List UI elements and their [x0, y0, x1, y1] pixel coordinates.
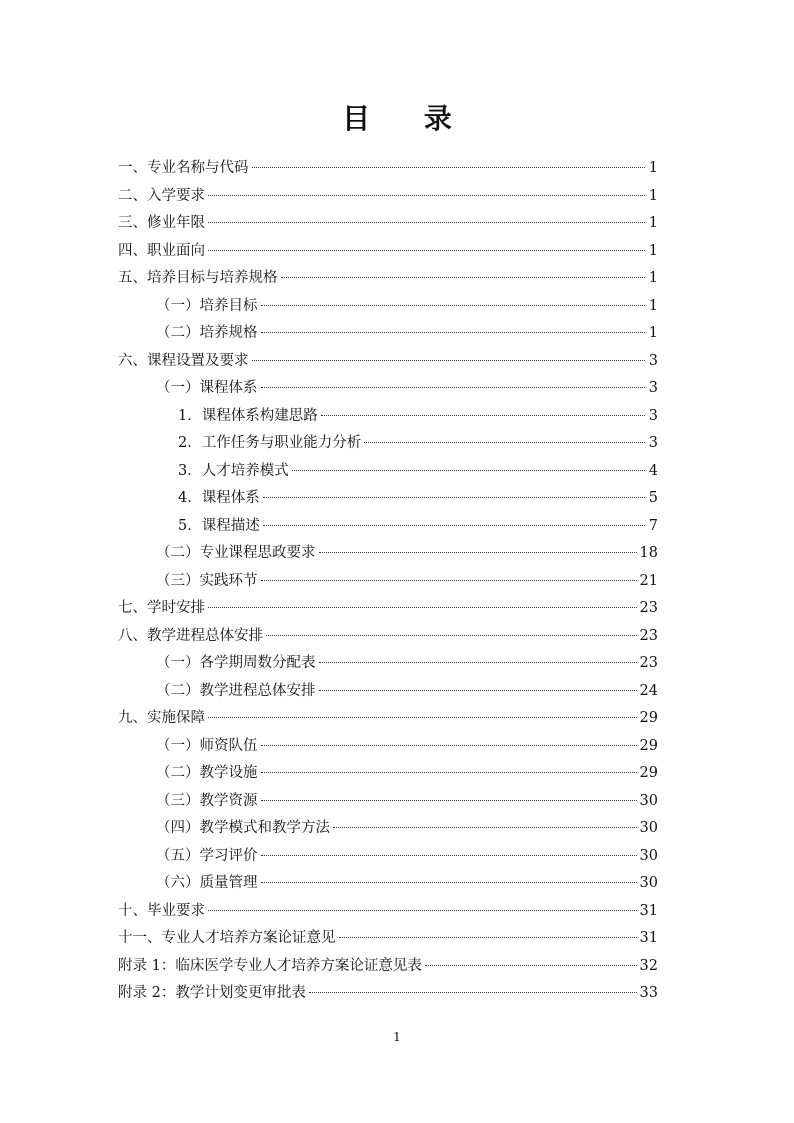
toc-entry[interactable]: [118, 623, 658, 651]
toc-entry[interactable]: [118, 265, 658, 293]
toc-entry[interactable]: [118, 898, 658, 926]
toc-entry-page-number: 1: [648, 297, 658, 314]
toc-entry-label: （四）教学模式和教学方法: [156, 820, 330, 836]
dot-leader: [281, 277, 646, 278]
toc-entry-page-number: 1: [648, 270, 658, 286]
dot-leader: [261, 772, 637, 773]
dot-leader: [319, 690, 637, 691]
toc-entry-page-number: 29: [639, 737, 658, 754]
toc-entry[interactable]: [118, 705, 658, 733]
dot-leader: [266, 635, 637, 636]
toc-entry[interactable]: [118, 540, 658, 568]
toc-entry-page-number: 30: [639, 792, 658, 809]
toc-entry-label: （二）教学进程总体安排: [156, 682, 316, 699]
toc-entry-page-number: 23: [639, 627, 658, 644]
dot-leader: [321, 415, 645, 416]
toc-entry-page-number: 30: [639, 875, 658, 891]
toc-entry-label: （六）质量管理: [156, 875, 258, 891]
toc-entry[interactable]: [118, 678, 658, 706]
toc-entry-label: 5．课程描述: [178, 517, 260, 534]
toc-entry[interactable]: [118, 953, 658, 981]
toc-entry[interactable]: [118, 403, 658, 431]
toc-entry-page-number: 33: [639, 985, 658, 1001]
toc-entry[interactable]: [118, 293, 658, 321]
dot-leader: [309, 992, 637, 993]
dot-leader: [208, 607, 637, 608]
dot-leader: [364, 442, 645, 443]
page-title: 目 录: [342, 102, 474, 135]
toc-entry[interactable]: [118, 485, 658, 513]
dot-leader: [261, 387, 646, 388]
toc-entry-label: 五、培养目标与培养规格: [118, 270, 278, 286]
toc-entry-label: （二）教学设施: [156, 765, 258, 781]
dot-leader: [261, 580, 637, 581]
dot-leader: [261, 305, 646, 306]
toc-entry[interactable]: [118, 430, 658, 458]
dot-leader: [319, 552, 637, 553]
dot-leader: [208, 222, 645, 223]
page-footer-number: 1: [393, 1030, 401, 1044]
toc-entry[interactable]: [118, 733, 658, 761]
toc-entry-label: （三）教学资源: [156, 792, 258, 809]
toc-entry-label: 附录 1：临床医学专业人才培养方案论证意见表: [118, 957, 422, 974]
toc-entry-page-number: 3: [648, 380, 658, 396]
dot-leader: [263, 497, 645, 498]
toc-entry-label: 一、专业名称与代码: [118, 160, 249, 176]
toc-entry-label: 九、实施保障: [118, 710, 205, 726]
toc-entry[interactable]: [118, 925, 658, 953]
toc-entry[interactable]: [118, 568, 658, 596]
toc-entry[interactable]: [118, 788, 658, 816]
dot-leader: [319, 662, 637, 663]
toc-entry-label: （二）培养规格: [156, 325, 258, 341]
toc-entry[interactable]: [118, 650, 658, 678]
toc-entry-label: 十、毕业要求: [118, 902, 205, 919]
toc-entry-label: 四、职业面向: [118, 242, 205, 259]
toc-entry-label: 附录 2：教学计划变更审批表: [118, 985, 306, 1001]
table-of-contents: [118, 155, 658, 1008]
toc-entry-page-number: 4: [648, 462, 658, 479]
toc-entry-label: （一）课程体系: [156, 380, 258, 396]
dot-leader: [208, 195, 645, 196]
toc-entry-label: 3．人才培养模式: [178, 462, 289, 479]
toc-entry-page-number: 21: [639, 572, 658, 589]
toc-entry-page-number: 3: [648, 407, 658, 424]
dot-leader: [261, 882, 637, 883]
toc-entry-label: （三）实践环节: [156, 572, 258, 589]
toc-entry-label: 七、学时安排: [118, 600, 205, 616]
toc-entry-page-number: 30: [639, 847, 658, 864]
toc-entry-page-number: 23: [639, 655, 658, 671]
toc-entry-label: 1．课程体系构建思路: [178, 407, 318, 424]
toc-entry-page-number: 1: [648, 215, 658, 231]
toc-entry[interactable]: [118, 155, 658, 183]
toc-entry[interactable]: [118, 348, 658, 376]
toc-entry[interactable]: [118, 183, 658, 211]
dot-leader: [261, 800, 637, 801]
toc-entry-page-number: 3: [648, 352, 658, 369]
toc-entry-page-number: 30: [639, 820, 658, 836]
toc-entry-label: 十一、专业人才培养方案论证意见: [118, 930, 336, 946]
dot-leader: [208, 250, 645, 251]
toc-entry-label: （二）专业课程思政要求: [156, 545, 316, 561]
toc-entry[interactable]: [118, 595, 658, 623]
toc-entry[interactable]: [118, 843, 658, 871]
toc-entry-page-number: 31: [639, 930, 658, 946]
toc-entry-page-number: 1: [648, 187, 658, 204]
toc-entry-label: 六、课程设置及要求: [118, 352, 249, 369]
toc-entry[interactable]: [118, 238, 658, 266]
toc-entry-label: （一）师资队伍: [156, 737, 258, 754]
toc-entry-page-number: 1: [648, 242, 658, 259]
dot-leader: [261, 855, 637, 856]
dot-leader: [339, 937, 637, 938]
toc-entry-page-number: 32: [639, 957, 658, 974]
dot-leader: [261, 332, 646, 333]
toc-entry-page-number: 29: [639, 765, 658, 781]
toc-entry-page-number: 31: [639, 902, 658, 919]
dot-leader: [425, 965, 637, 966]
toc-entry[interactable]: [118, 815, 658, 843]
toc-entry-page-number: 29: [639, 710, 658, 726]
dot-leader: [208, 717, 637, 718]
toc-entry[interactable]: [118, 375, 658, 403]
toc-entry-page-number: 23: [639, 600, 658, 616]
toc-entry-page-number: 7: [648, 517, 658, 534]
toc-entry[interactable]: [118, 760, 658, 788]
toc-entry-page-number: 1: [648, 160, 658, 176]
dot-leader: [263, 525, 645, 526]
toc-entry[interactable]: [118, 513, 658, 541]
toc-entry-page-number: 1: [648, 325, 658, 341]
toc-entry-page-number: 3: [648, 435, 658, 451]
toc-entry-label: （一）培养目标: [156, 297, 258, 314]
toc-entry-page-number: 18: [639, 545, 658, 561]
toc-entry-page-number: 5: [648, 490, 658, 506]
toc-entry-label: 二、入学要求: [118, 187, 205, 204]
toc-entry[interactable]: [118, 458, 658, 486]
toc-entry-label: 4．课程体系: [178, 490, 260, 506]
toc-entry-label: 八、教学进程总体安排: [118, 627, 263, 644]
dot-leader: [252, 167, 646, 168]
toc-entry[interactable]: [118, 980, 658, 1008]
dot-leader: [261, 745, 637, 746]
dot-leader: [208, 910, 637, 911]
dot-leader: [292, 470, 645, 471]
toc-entry[interactable]: [118, 320, 658, 348]
toc-entry[interactable]: [118, 210, 658, 238]
toc-entry-label: 2．工作任务与职业能力分析: [178, 435, 362, 451]
toc-entry-label: 三、修业年限: [118, 215, 205, 231]
toc-entry[interactable]: [118, 870, 658, 898]
toc-entry-page-number: 24: [639, 682, 658, 699]
dot-leader: [333, 827, 637, 828]
toc-entry-label: （一）各学期周数分配表: [156, 655, 316, 671]
dot-leader: [252, 360, 646, 361]
toc-entry-label: （五）学习评价: [156, 847, 258, 864]
